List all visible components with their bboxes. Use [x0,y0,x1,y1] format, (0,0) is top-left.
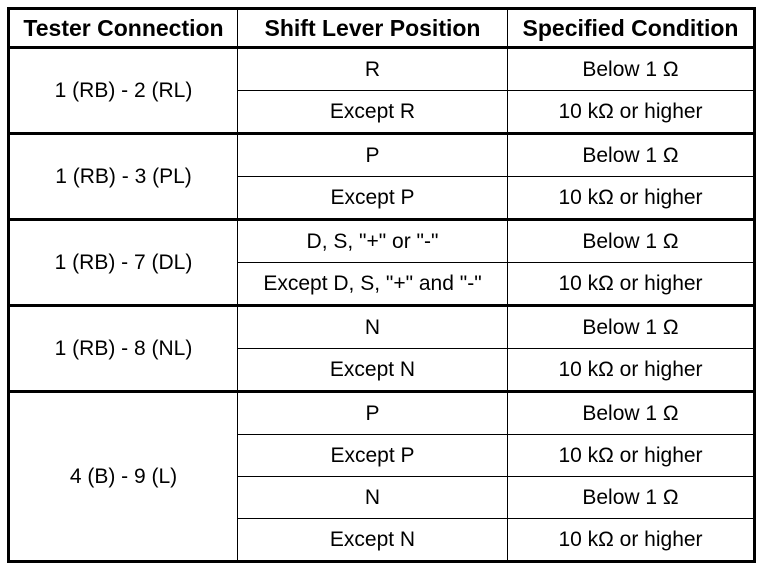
condition-cell: Below 1 Ω [508,48,755,91]
position-cell: N [238,306,508,349]
position-cell: Except R [238,91,508,134]
header-row [9,9,755,48]
condition-cell: Below 1 Ω [508,134,755,177]
position-cell: R [238,48,508,91]
spec-table-container [7,7,756,563]
group-rb-pl [9,134,755,220]
connection-cell: 1 (RB) - 8 (NL) [9,306,238,392]
condition-cell: 10 kΩ or higher [508,263,755,306]
table-row [9,134,755,177]
condition-cell: 10 kΩ or higher [508,435,755,477]
position-cell: Except P [238,177,508,220]
condition-cell: 10 kΩ or higher [508,177,755,220]
group-b-l [9,392,755,562]
condition-cell: 10 kΩ or higher [508,349,755,392]
header-specified-condition: Specified Condition [508,9,755,48]
table-row [9,306,755,349]
position-cell: P [238,392,508,435]
header-shift-lever-position: Shift Lever Position [238,9,508,48]
connection-cell: 1 (RB) - 7 (DL) [9,220,238,306]
group-rb-dl [9,220,755,306]
position-cell: Except P [238,435,508,477]
condition-cell: 10 kΩ or higher [508,91,755,134]
position-cell: N [238,477,508,519]
group-rb-rl [9,48,755,134]
position-cell: Except D, S, "+" and "-" [238,263,508,306]
connection-cell: 1 (RB) - 2 (RL) [9,48,238,134]
condition-cell: 10 kΩ or higher [508,519,755,562]
spec-table [7,7,756,563]
table-row [9,220,755,263]
position-cell: Except N [238,349,508,392]
condition-cell: Below 1 Ω [508,392,755,435]
group-rb-nl [9,306,755,392]
condition-cell: Below 1 Ω [508,220,755,263]
table-header [9,9,755,48]
header-tester-connection: Tester Connection [9,9,238,48]
condition-cell: Below 1 Ω [508,306,755,349]
table-row [9,392,755,435]
condition-cell: Below 1 Ω [508,477,755,519]
position-cell: D, S, "+" or "-" [238,220,508,263]
table-row [9,48,755,91]
position-cell: P [238,134,508,177]
connection-cell: 4 (B) - 9 (L) [9,392,238,562]
connection-cell: 1 (RB) - 3 (PL) [9,134,238,220]
position-cell: Except N [238,519,508,562]
